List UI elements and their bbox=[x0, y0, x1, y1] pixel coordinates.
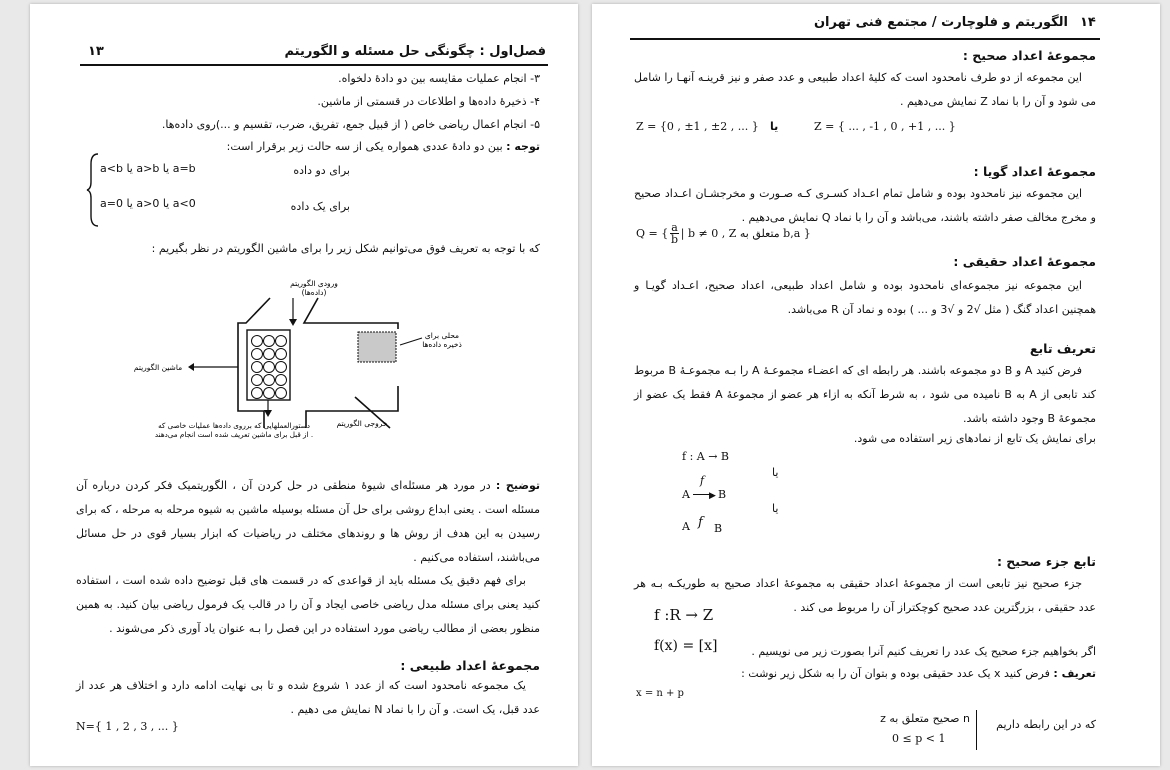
integers-text: این مجموعه از دو طرف نامحدود است که کلیهٔ اعداد طبیعی و عدد صفر و نیز قرینـه آنهـا را شامل می شود و آن را با نماد Z نمایش می‌دهیم . bbox=[634, 71, 1096, 108]
instructions-label: دستورالعملهایی که برروی داده‌ها عملیات خاصی که bbox=[158, 421, 310, 430]
input-label: ورودی الگوریتم bbox=[290, 279, 338, 288]
function-notation-plain bbox=[682, 516, 742, 538]
function-notation-arrow bbox=[682, 474, 742, 504]
storage-label: ذخیره داده‌ها bbox=[422, 340, 462, 349]
rational-formula-prefix: Q = { bbox=[636, 226, 669, 240]
floor-formula: f :R → Z bbox=[654, 606, 714, 624]
notation-f: f bbox=[698, 515, 703, 530]
output-label: خروجی الگوریتم bbox=[336, 419, 388, 428]
rational-heading: مجموعهٔ اعداد گویا : bbox=[973, 164, 1096, 179]
explanation-label: توضیح : bbox=[495, 479, 541, 492]
relation-two-label: برای دو داده bbox=[293, 164, 350, 177]
storage-label: محلی برای bbox=[424, 331, 460, 340]
natural-numbers-formula: N={ 1 , 2 , 3 , ... } bbox=[76, 720, 179, 733]
definition-label: تعریف : bbox=[1053, 667, 1096, 680]
right-page bbox=[592, 4, 1160, 766]
brace-icon bbox=[86, 152, 100, 228]
list-item: ۳- انجام عملیات مقایسه بین دو دادهٔ دلخواه. bbox=[338, 72, 540, 85]
natural-numbers-heading: مجموعهٔ اعداد طبیعی : bbox=[400, 658, 540, 673]
header-rule bbox=[80, 64, 548, 66]
page-number: ۱۴ bbox=[1080, 15, 1096, 30]
fraction-denominator: b bbox=[670, 233, 679, 246]
relation-two-value: a<b یا a>b یا a=b bbox=[100, 162, 196, 175]
arrowhead-icon: ▶ bbox=[709, 491, 716, 501]
definition-line bbox=[741, 667, 1096, 681]
relation-bracket bbox=[976, 710, 985, 750]
relation-intro: که در این رابطه داریم bbox=[996, 718, 1096, 731]
fraction-numerator: a bbox=[671, 221, 678, 234]
floor-write-text: اگر بخواهیم جزء صحیح یک عدد را تعریف کنیم آنرا بصورت زیر می نویسیم . bbox=[751, 645, 1096, 658]
understanding-paragraph: برای فهم دقیق یک مسئله باید از قواعدی که در قسمت های قبل توضیح داده شده است ، استفاده کنید یعنی برای مسئله مدل ریاضی خاصی ایجاد و آن را در قالب یک فرمول ریاضی بیان کنید. به همین منظور بعضی از مطالب ریاضی مورد استفاده در این فصل را بـه عنوان یاد آوری ذکر می‌شوند . bbox=[76, 574, 540, 635]
left-page bbox=[30, 4, 578, 766]
note-label: توجه : bbox=[506, 140, 540, 153]
definition-formula: x = n + p bbox=[636, 688, 684, 699]
notation-or: یا bbox=[772, 466, 779, 479]
machine-intro: که با توجه به تعریف فوق می‌توانیم شکل زیر را برای ماشین الگوریتم در نظر بگیریم : bbox=[151, 242, 540, 255]
rational-text: این مجموعه نیز نامحدود بوده و شامل تمام اعـداد کسـری کـه صـورت و مخرجشـان اعـداد صحیح و مخرج مخالف صفر داشته باشند، می‌باشد و آن را با نماد Q نمایش می‌دهیم . bbox=[634, 187, 1096, 224]
list-item: ۴- ذخیرهٔ داده‌ها و اطلاعات در قسمتی از ماشین. bbox=[317, 95, 540, 108]
notation-or: یا bbox=[772, 502, 779, 515]
relation-one-value: a=0 یا a>0 یا a<0 bbox=[100, 197, 196, 210]
page-number: ۱۳ bbox=[88, 44, 104, 59]
relation-condition: n صحیح متعلق به z bbox=[880, 712, 970, 725]
header-rule bbox=[630, 38, 1100, 40]
notation-set-b: B bbox=[718, 488, 727, 501]
note-text: بین دو دادهٔ عددی همواره یکی از سه حالت زیر برقرار است: bbox=[226, 140, 503, 153]
explanation-text: در مورد هر مسئله‌ای شیوهٔ منطقی در حل کردن آن ، الگوریتمیک فکر کردن درباره آن مسئله است . یعنی ابداع روشی برای حل آن مسئله بوسیله ماشین به شیوه مرحله به مرحله ، که برای رسیدن به این هدف از روش ها و روندهای مختلف در ریاضیات که ابزار بسیار قوی در حل مسائل می‌باشند، استفاده می‌کنیم . bbox=[76, 479, 540, 564]
natural-numbers-text: یک مجموعه نامحدود است که از عدد ۱ شروع شده و تا بی نهایت ادامه دارد و اختلاف هر عدد از عدد قبل، یک است. و آن را با نماد N نمایش می دهیم . bbox=[76, 679, 540, 716]
note-line bbox=[227, 140, 540, 154]
function-heading: تعریف تابع bbox=[1029, 341, 1096, 356]
explanation-paragraph bbox=[76, 474, 540, 570]
storage-block bbox=[358, 332, 396, 362]
notation-f: f bbox=[700, 474, 705, 487]
real-heading: مجموعهٔ اعداد حقیقی : bbox=[953, 254, 1096, 269]
algorithm-machine-diagram bbox=[130, 274, 550, 454]
arrowhead-icon bbox=[264, 410, 272, 417]
floor-text: جزء صحیح نیز تابعی است از مجموعهٔ اعداد حقیقی به مجموعهٔ اعداد صحیح به طوریکـه بـه هر عدد حقیقی ، بزرگترین عدد صحیح کوچکتراز آن را مربوط می کند . bbox=[634, 577, 1096, 614]
notation-set-a: A bbox=[682, 520, 690, 533]
list-item: ۵- انجام اعمال ریاضی خاص ( از قبیل جمع، تفریق، ضرب، تقسیم و ...)روی داده‌ها. bbox=[161, 118, 540, 131]
rational-formula bbox=[636, 222, 811, 245]
arrowhead-icon bbox=[188, 363, 194, 371]
function-notation: f : A → B bbox=[682, 450, 730, 463]
chapter-header-title: فصل‌اول : چگونگی حل مسئله و الگوریتم bbox=[284, 44, 546, 59]
input-label: (داده‌ها) bbox=[301, 288, 327, 297]
floor-heading: تابع جزء صحیح : bbox=[996, 554, 1096, 569]
definition-text: فرض کنید x یک عدد حقیقی بوده و بتوان آن را به شکل زیر نوشت : bbox=[741, 667, 1050, 680]
function-text: فرض کنید A و B دو مجموعه باشند. هر رابطه ای که اعضـاء مجموعـهٔ A را بـه مجموعـهٔ B مربوط کند تابعی از A به B نامیده می شود ، به شرط آنکه به ازاء هر عضو از مجموعهٔ A فقط یک عضو از مجموعهٔ B وجود داشته باشد. bbox=[634, 364, 1097, 425]
rational-formula-suffix: | b ≠ 0 , Z متعلق به b,a } bbox=[680, 226, 811, 240]
relation-condition: 0 ≤ p < 1 bbox=[892, 732, 946, 745]
notation-set-b: B bbox=[714, 522, 723, 535]
integers-formula: Z = { ... , -1 , 0 , +1 , ... } bbox=[814, 120, 956, 133]
machine-label: ماشین الگوریتم bbox=[133, 363, 183, 372]
integers-formula: Z = {0 , ±1 , ±2 , ... } bbox=[636, 120, 759, 133]
arrowhead-icon bbox=[289, 319, 297, 326]
integers-heading: مجموعهٔ اعداد صحیح : bbox=[962, 48, 1096, 63]
book-header-title: الگوریتم و فلوچارت / مجتمع فنی تهران bbox=[813, 15, 1068, 30]
notation-set-a: A bbox=[682, 488, 690, 501]
real-text: این مجموعه نیز مجموعه‌ای نامحدود بوده و شامل اعداد طبیعی، اعداد صحیح، اعـداد گویـا و همچنین اعداد گنگ ( مثل √2 و √3 و ... ) بوده و نماد آن R می‌باشد. bbox=[634, 279, 1096, 316]
machine-outline bbox=[304, 298, 398, 329]
floor-formula: f(x) = [x] bbox=[654, 638, 718, 654]
storage-pointer bbox=[400, 338, 422, 345]
grid-cells bbox=[252, 336, 287, 399]
function-notation-text: برای نمایش یک تابع از نمادهای زیر استفاده می شود. bbox=[853, 432, 1096, 445]
fraction bbox=[670, 222, 679, 245]
integers-or: یا bbox=[770, 120, 779, 133]
instructions-label: از قبل برای ماشین تعریف شده است انجام می‌دهند . bbox=[154, 430, 314, 439]
processing-grid bbox=[247, 330, 290, 400]
relation-one-label: برای یک داده bbox=[290, 200, 350, 213]
